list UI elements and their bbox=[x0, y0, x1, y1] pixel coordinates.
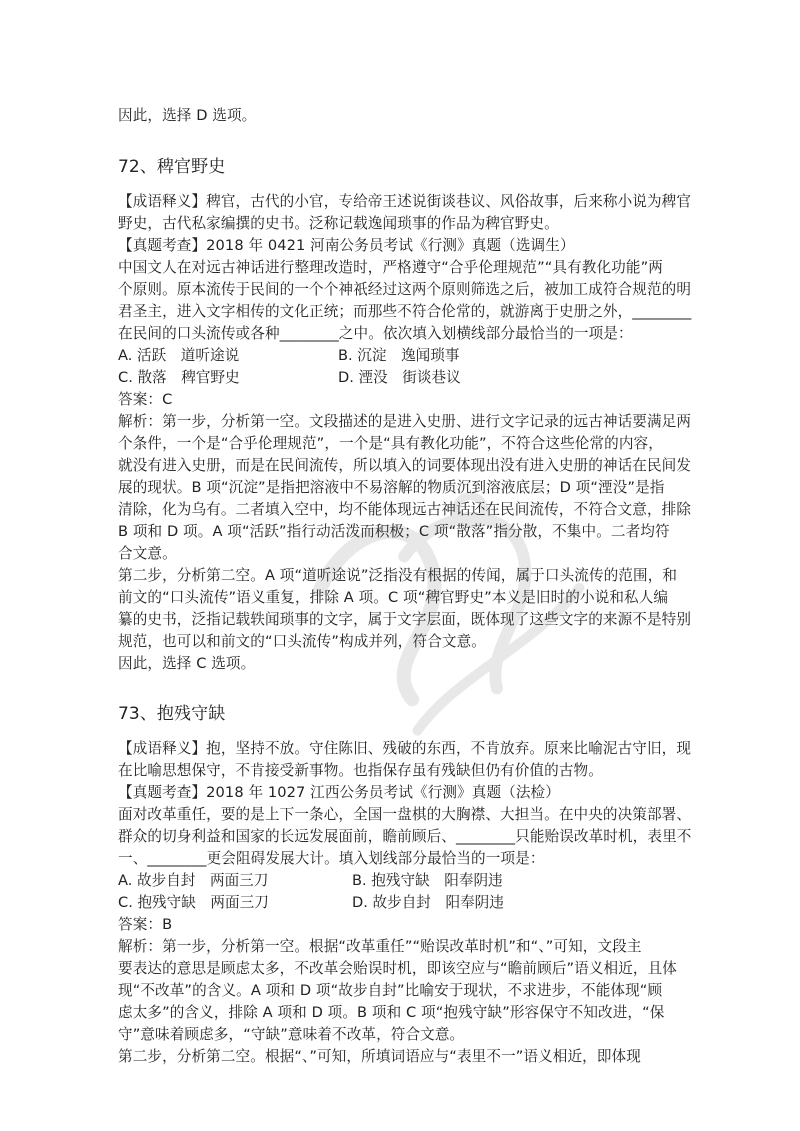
option-d: D. 故步自封 阳奉阴违 bbox=[352, 894, 504, 911]
analysis-line: 规范，也可以和前文的“口头流传”构成并列，符合文意。 bbox=[118, 633, 486, 650]
definition-line: 【成语释义】抱，坚持不放。守住陈旧、残破的东西，不肯放弃。原来比喻泥古守旧，现 bbox=[118, 740, 692, 757]
analysis-line: 纂的史书，泛指记载轶闻琐事的文字，属于文字层面，既体现了这些文字的来源不是特别 bbox=[118, 611, 692, 628]
answer-line: 答案：C bbox=[118, 391, 173, 408]
definition-line: 野史，古代私家编撰的史书。泛称记载逸闻琐事的作品为稗官野史。 bbox=[118, 215, 559, 232]
question-line: 中国文人在对远古神话进行整理改造时，严格遵守“合乎伦理规范”“具有教化功能”两 bbox=[118, 259, 663, 276]
option-d: D. 湮没 街谈巷议 bbox=[338, 369, 461, 386]
question-line: 面对改革重任，要的是上下一条心，全国一盘棋的大胸襟、大担当。在中央的决策部署、 bbox=[118, 806, 692, 823]
option-a: A. 故步自封 两面三刀 bbox=[118, 872, 269, 889]
analysis-line: 解析：第一步，分析第一空。文段描述的是进入史册、进行文字记录的远古神话要满足两 bbox=[118, 413, 692, 430]
question-line: 群众的切身利益和国家的长远发展面前，瞻前顾后、________只能贻误改革时机，表里不 bbox=[118, 828, 692, 845]
analysis-line: B 项和 D 项。A 项“活跃”指行动活泼而积极；C 项“散落”指分散，不集中。二者均符 bbox=[118, 523, 670, 540]
analysis-line: 就没有进入史册，而是在民间流传，所以填入的词要体现出没有进入史册的神话在民间发 bbox=[118, 457, 692, 474]
exam-source-line: 【真题考查】2018 年 1027 江西公务员考试《行测》真题（法检） bbox=[118, 784, 560, 801]
analysis-line: 解析：第一步，分析第一空。根据“改革重任”“贻误改革时机”和“、”可知，文段主 bbox=[118, 938, 642, 955]
analysis-line: 现“不改革”的含义。A 项和 D 项“故步自封”比喻安于现状，不求进步，不能体现“顾 bbox=[118, 982, 663, 999]
option-c: C. 散落 稗官野史 bbox=[118, 369, 240, 386]
analysis-line: 清除，化为乌有。二者填入空中，均不能体现远古神话还在民间流传，不符合文意，排除 bbox=[118, 501, 692, 518]
answer-line: 答案：B bbox=[118, 916, 173, 933]
analysis-line: 第二步，分析第二空。A 项“道听途说”泛指没有根据的传闻，属于口头流传的范围，和 bbox=[118, 567, 678, 584]
option-a: A. 活跃 道听途说 bbox=[118, 347, 240, 364]
previous-conclusion: 因此，选择 D 选项。 bbox=[118, 107, 257, 124]
analysis-line: 前文的“口头流传”语义重复，排除 A 项。C 项“稗官野史”本义是旧时的小说和私人编 bbox=[118, 589, 669, 606]
analysis-line: 第二步，分析第二空。根据“、”可知，所填词语应与“表里不一”语义相近，即体现 bbox=[118, 1048, 641, 1065]
definition-line: 【成语释义】稗官，古代的小官，专给帝王述说街谈巷议、风俗故事，后来称小说为稗官 bbox=[118, 193, 692, 210]
definition-line: 在比喻思想保守，不肯接受新事物。也指保存虽有残缺但仍有价值的古物。 bbox=[118, 762, 603, 779]
analysis-line: 要表达的意思是顾虑太多，不改革会贻误时机，即该空应与“瞻前顾后”语义相近，且体 bbox=[118, 960, 677, 977]
analysis-line: 展的现状。B 项“沉淀”是指把溶液中不易溶解的物质沉到溶液底层；D 项“湮没”是指 bbox=[118, 479, 665, 496]
question-line: 个原则。原本流传于民间的一个个神祇经过这两个原则筛选之后，被加工成符合规范的明 bbox=[118, 281, 692, 298]
question-line: 君圣主，进入文字相传的文化正统；而那些不符合伦常的，就游离于史册之外，________ bbox=[118, 303, 692, 320]
analysis-line: 虑太多”的含义，排除 A 项和 D 项。B 项和 C 项“抱残守缺”形容保守不知改进，“保 bbox=[118, 1004, 665, 1021]
analysis-line: 个条件，一个是“合乎伦理规范”，一个是“具有教化功能”，不符合这些伦常的内容， bbox=[118, 435, 663, 452]
question-line: 在民间的口头流传或各种________之中。依次填入划横线部分最恰当的一项是： bbox=[118, 325, 633, 342]
exam-source-line: 【真题考查】2018 年 0421 河南公务员考试《行测》真题（选调生） bbox=[118, 237, 575, 254]
analysis-line: 守”意味着顾虑多，“守缺”意味着不改革，符合文意。 bbox=[118, 1026, 465, 1043]
option-b: B. 抱残守缺 阳奉阴违 bbox=[352, 872, 503, 889]
option-b: B. 沉淀 逸闻琐事 bbox=[338, 347, 460, 364]
idiom-heading-73: 73、抱残守缺 bbox=[118, 704, 226, 724]
question-line: 一、________更会阻碍发展大计。填入划线部分最恰当的一项是： bbox=[118, 850, 545, 867]
idiom-heading-72: 72、稗官野史 bbox=[118, 157, 226, 177]
option-c: C. 抱残守缺 两面三刀 bbox=[118, 894, 269, 911]
conclusion-line: 因此，选择 C 选项。 bbox=[118, 655, 256, 672]
analysis-line: 合文意。 bbox=[118, 545, 177, 562]
